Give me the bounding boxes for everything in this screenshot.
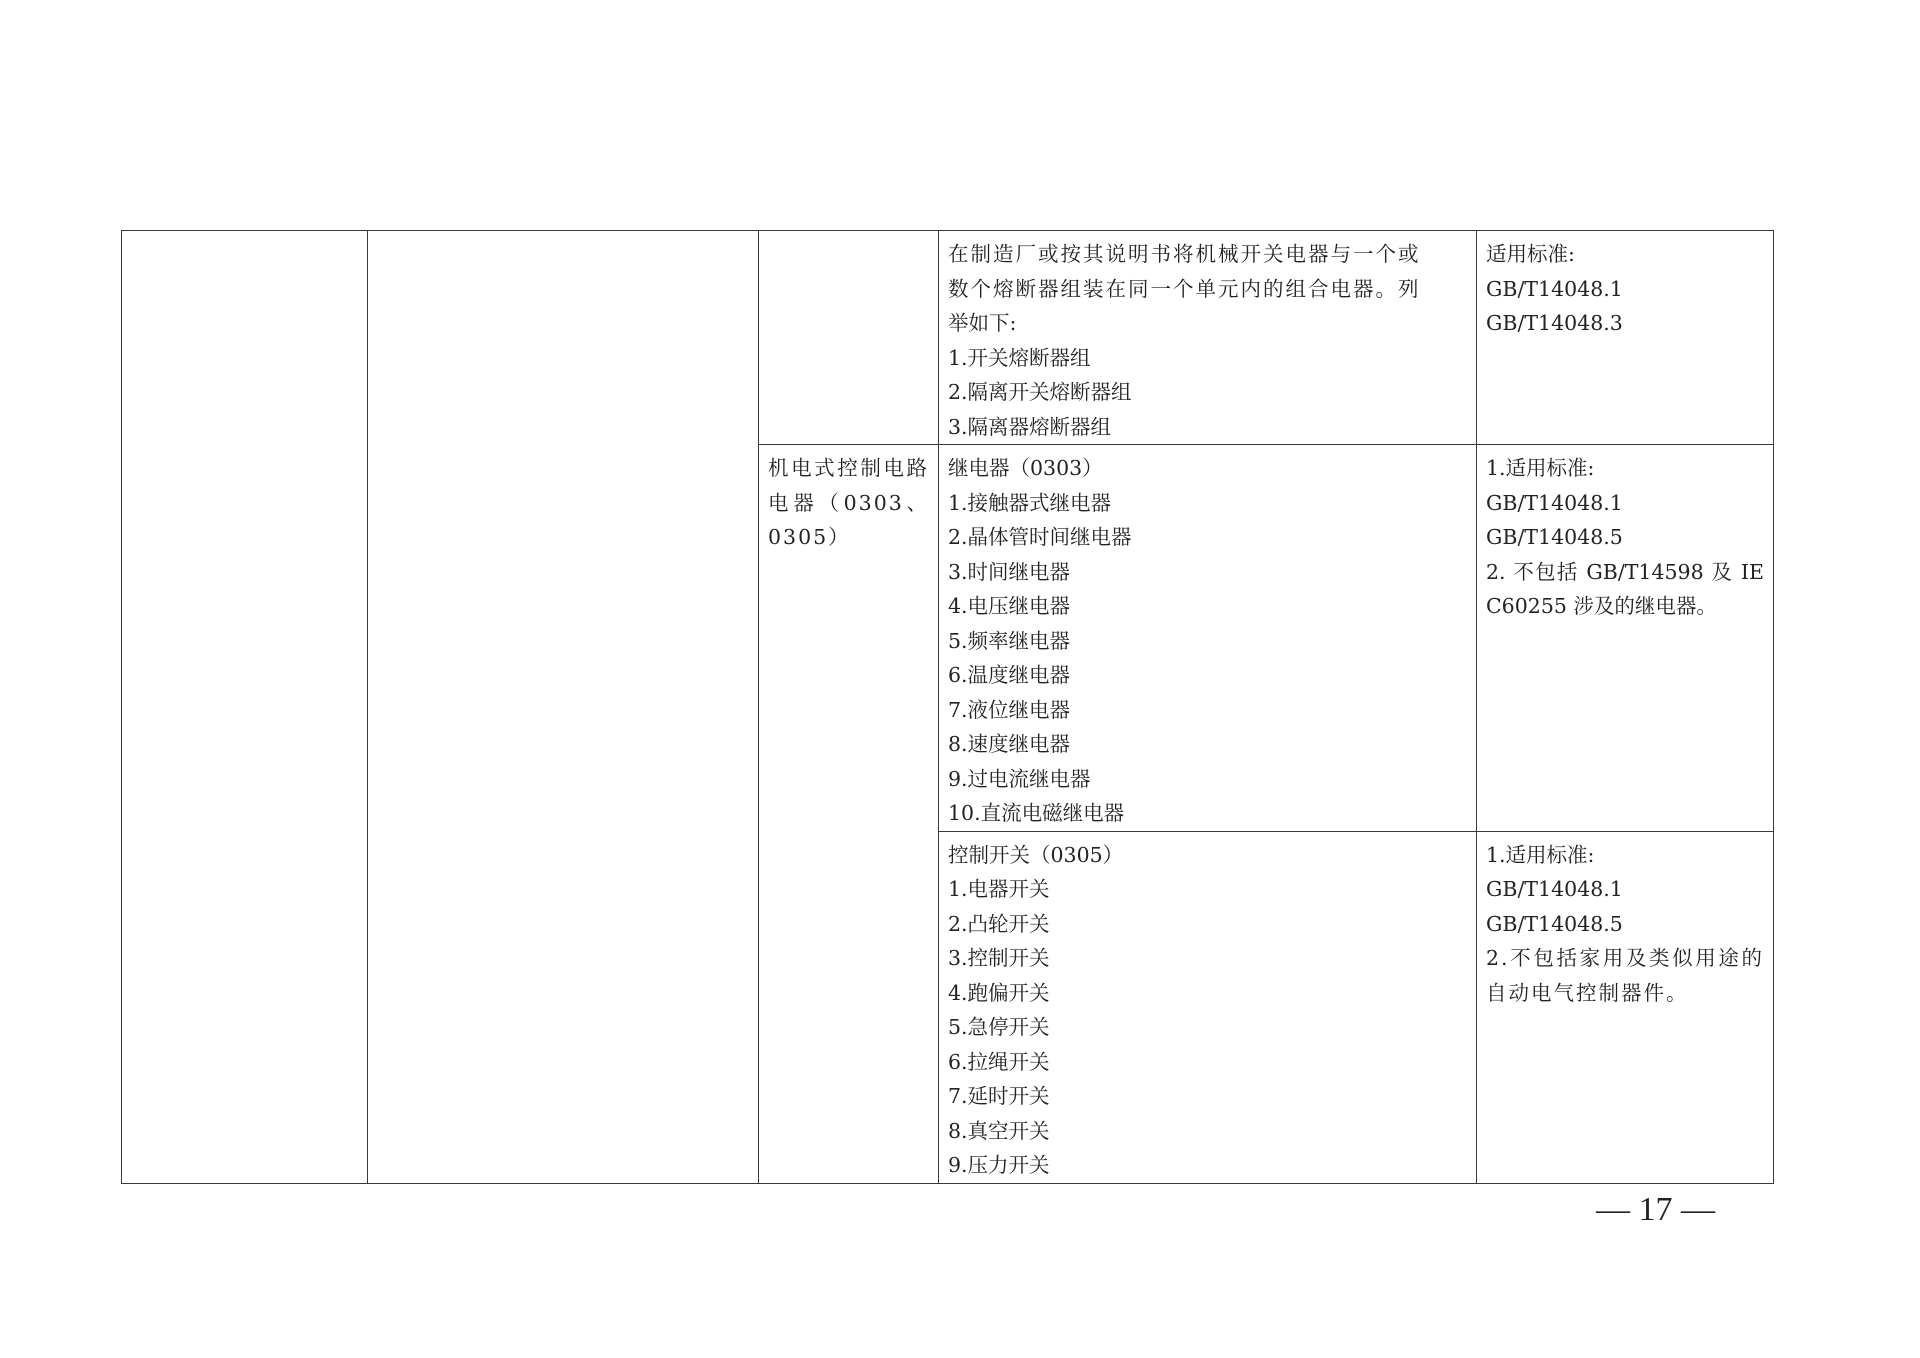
note-line: 适用标准: — [1486, 242, 1575, 266]
relay-title: 继电器（0303） — [948, 456, 1103, 480]
list-item: 3.隔离器熔断器组 — [948, 414, 1112, 439]
list-item: 3.控制开关 — [948, 946, 1050, 970]
note-line: GB/T14048.5 — [1486, 911, 1623, 936]
exclusion-note: 2.不包括家用及类似用途的自动电气控制器件。 — [1486, 946, 1764, 1005]
relay-items-cell — [939, 445, 1477, 832]
note-line: GB/T14048.1 — [1486, 490, 1623, 515]
table-row — [122, 231, 1774, 445]
list-item: 7.延时开关 — [948, 1084, 1050, 1108]
list-item: 2.凸轮开关 — [948, 911, 1050, 936]
col3-cell-empty — [759, 231, 939, 445]
col2-cell — [368, 231, 759, 1184]
note-line: 1.适用标准: — [1486, 842, 1595, 867]
category-cell — [759, 445, 939, 1184]
list-item: 6.温度继电器 — [948, 663, 1071, 687]
note-line: 1.适用标准: — [1486, 456, 1595, 480]
description-line: 举如下: — [948, 311, 1017, 335]
list-item: 1.接触器式继电器 — [948, 490, 1112, 515]
list-item: 1.开关熔断器组 — [948, 345, 1091, 370]
list-item: 2.晶体管时间继电器 — [948, 525, 1132, 549]
control-switch-title: 控制开关（0305） — [948, 842, 1124, 867]
list-item: 5.急停开关 — [948, 1015, 1050, 1039]
page-number: — 17 — — [1596, 1191, 1715, 1228]
category-label: 机电式控制电路电器（0303、0305） — [768, 456, 929, 549]
list-item: 10.直流电磁继电器 — [948, 801, 1125, 825]
exclusion-note: 2. 不包括 GB/T14598 及 IEC60255 涉及的继电器。 — [1486, 559, 1764, 618]
list-item: 8.真空开关 — [948, 1118, 1050, 1143]
list-item: 4.跑偏开关 — [948, 980, 1050, 1005]
note-line: GB/T14048.1 — [1486, 877, 1623, 901]
description-line: 在制造厂或按其说明书将机械开关电器与一个或 — [948, 242, 1421, 266]
fuse-block-description-cell — [939, 231, 1477, 445]
list-item: 4.电压继电器 — [948, 594, 1071, 618]
list-item: 5.频率继电器 — [948, 628, 1071, 653]
control-switch-notes-cell — [1477, 831, 1774, 1183]
fuse-block-notes-cell — [1477, 231, 1774, 445]
list-item: 6.拉绳开关 — [948, 1049, 1050, 1074]
col1-cell — [122, 231, 368, 1184]
list-item: 9.压力开关 — [948, 1153, 1050, 1177]
standards-table — [121, 230, 1774, 1184]
note-line: GB/T14048.3 — [1486, 311, 1623, 335]
relay-notes-cell — [1477, 445, 1774, 832]
note-line: GB/T14048.1 — [1486, 276, 1623, 301]
description-line: 数个熔断器组装在同一个单元内的组合电器。列 — [948, 276, 1421, 301]
list-item: 9.过电流继电器 — [948, 766, 1091, 791]
list-item: 7.液位继电器 — [948, 697, 1071, 722]
control-switch-items-cell — [939, 831, 1477, 1183]
note-line: GB/T14048.5 — [1486, 525, 1623, 549]
list-item: 8.速度继电器 — [948, 732, 1071, 756]
list-item: 1.电器开关 — [948, 877, 1050, 901]
list-item: 3.时间继电器 — [948, 559, 1071, 584]
list-item: 2.隔离开关熔断器组 — [948, 380, 1132, 404]
